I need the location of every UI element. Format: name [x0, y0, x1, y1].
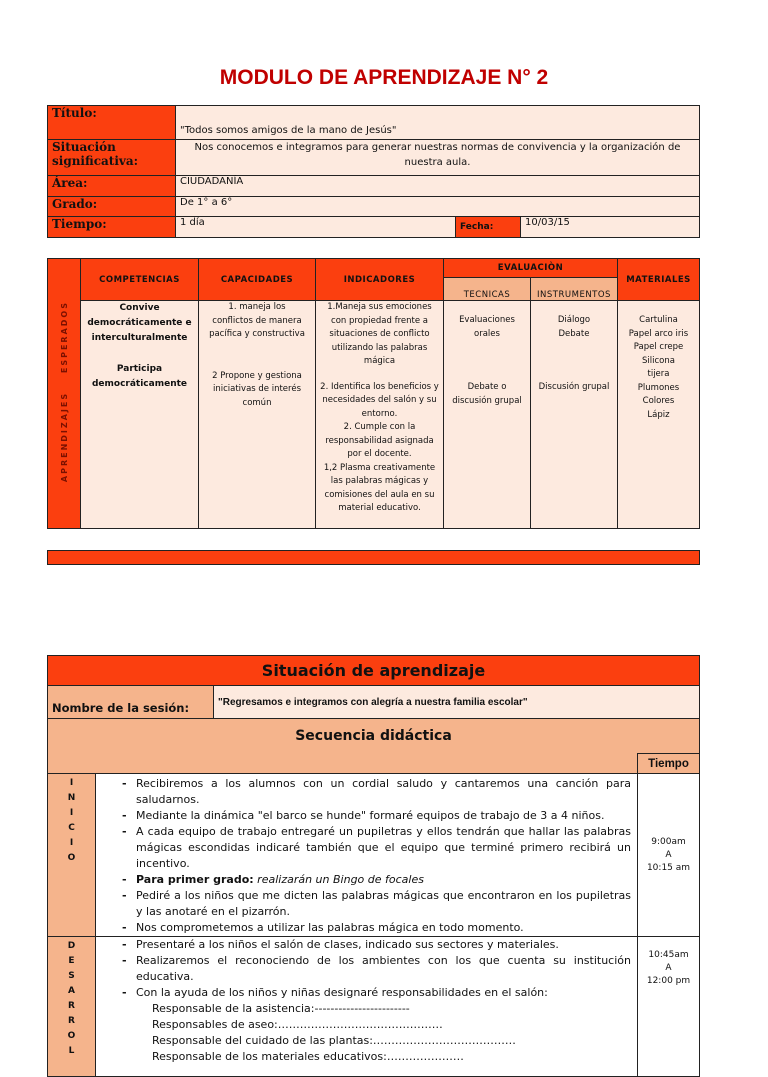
time-sep: A [665, 963, 672, 973]
competencia: Participa democráticamente [91, 364, 188, 389]
list-item: - A cada equipo de trabajo entregaré un pupiletras y ellos tendrán que hallar las palabras mágicas escondidas indicaré también que el equipo que terminé primero recibirá un incentivo. [136, 824, 631, 872]
indicador: 1.Maneja sus emociones con propiedad frente a situaciones de conflicto utilizando las palabras mágica [327, 302, 432, 366]
letter: S [68, 971, 75, 981]
inicio-row [48, 774, 700, 937]
aprendizajes-table [47, 258, 700, 529]
desarrollo-content [96, 937, 638, 1077]
time-end: 10:15 am [646, 862, 691, 873]
letter: R [68, 1001, 75, 1011]
list-item: - Mediante la dinámica "el barco se hunde" formaré equipos de trabajo de 3 a 4 niños. [136, 808, 631, 824]
inicio-content [96, 774, 638, 937]
letter: I [69, 778, 74, 788]
situacion-table [47, 655, 700, 1077]
header-competencias: COMPETENCIAS [81, 259, 199, 301]
row-situacion [48, 140, 700, 176]
capacidad: 2 Propone y gestiona iniciativas de interés común [212, 370, 302, 408]
capacidades-cell [199, 301, 316, 529]
letter: O [67, 853, 76, 863]
time-sep: A [665, 849, 672, 860]
sub-item: Responsable del cuidado de las plantas:………………………………… [152, 1034, 516, 1047]
instrumento: Debate [558, 328, 590, 339]
list-item: - Con la ayuda de los niños y niñas designaré responsabilidades en el salón: [136, 985, 631, 1001]
letter: L [68, 1046, 75, 1056]
material: Silicona [642, 355, 675, 366]
desarrollo-label [48, 937, 96, 1077]
side-label-cell [48, 259, 81, 529]
letter: R [68, 1016, 75, 1026]
header-instrumentos: INSTRUMENTOS [531, 278, 618, 301]
competencia: Convive democráticamente e interculturalmente [87, 303, 192, 343]
time-start: 10:45am [648, 950, 689, 960]
area-label: Área: [48, 176, 176, 197]
instrumento: Discusión grupal [538, 382, 610, 392]
fecha-value: 10/03/15 [521, 217, 700, 238]
header-materiales: MATERIALES [618, 259, 700, 301]
letter: A [68, 986, 75, 996]
list-item: - Realizaremos el reconociendo de los ambientes con los que cuenta su institución educativa. [136, 953, 631, 985]
material: Papel crepe [633, 342, 684, 352]
desarrollo-row [48, 937, 700, 1077]
divider-bar [47, 550, 700, 565]
letter: N [67, 793, 76, 803]
header-tecnicas: TECNICAS [444, 278, 531, 301]
list-item: - Recibiremos a los alumnos con un cordial saludo y cantaremos una canción para saludarnos. [136, 776, 631, 808]
competencias-cell [81, 301, 199, 529]
time-start: 9:00am [651, 836, 686, 847]
indicador: 2. Identifica los beneficios y necesidades del salón y su entorno. [320, 381, 439, 419]
indicador: 2. Cumple con la responsabilidad asignada por el docente. [325, 422, 434, 459]
sub-item: Responsable de la asistencia:------------------------ [152, 1002, 410, 1015]
document-title: MODULO DE APRENDIZAJE N° 2 [219, 66, 549, 89]
capacidad: 1. maneja los conflictos de manera pacífica y constructiva [209, 302, 305, 339]
material: Cartulina [639, 315, 678, 325]
instrumento: Diálogo [557, 315, 591, 325]
indicadores-cell [316, 301, 444, 529]
tecnica: Debate o discusión grupal [452, 382, 522, 406]
row-grado [48, 197, 700, 217]
material: Colores [642, 396, 675, 406]
letter: C [68, 823, 75, 833]
header-evaluacion: EVALUACIÒN [444, 259, 618, 278]
bold-label: Para primer grado: [136, 873, 254, 886]
grado-value: De 1° a 6° [176, 197, 700, 217]
letter: D [67, 941, 76, 951]
secuencia-title: Secuencia didáctica [48, 719, 700, 754]
time-end: 12:00 pm [646, 976, 691, 986]
italic-text: realizarán un Bingo de focales [257, 873, 424, 886]
material: Plumones [637, 382, 680, 393]
tiempo-label: Tiempo: [48, 217, 176, 238]
fecha-label: Fecha: [456, 217, 521, 238]
aprendizajes-esperados-label: APRENDIZAJES ESPERADOS [59, 301, 69, 483]
situacion-label: Situación significativa: [48, 140, 176, 176]
letter: E [68, 956, 75, 966]
indicador: 1,2 Plasma creativamente las palabras mágicas y comisiones del aula en su material educativo. [323, 462, 436, 513]
inicio-label [48, 774, 96, 937]
tiempo-header: Tiempo [638, 754, 700, 774]
inicio-time [638, 774, 700, 937]
desarrollo-time [638, 937, 700, 1077]
titulo-label: Título: [48, 106, 176, 140]
materiales-cell [618, 301, 700, 529]
list-item: - Presentaré a los niños el salón de clases, indicado sus sectores y materiales. [136, 937, 631, 953]
letter: O [67, 1031, 76, 1041]
situacion-value: Nos conocemos e integramos para generar nuestras normas de convivencia y la organización de nuestra aula. [176, 140, 700, 176]
grado-label: Grado: [48, 197, 176, 217]
row-tiempo [48, 217, 700, 238]
sub-item: Responsable de los materiales educativos:………………… [152, 1050, 464, 1063]
tecnica: Evaluaciones orales [459, 315, 515, 339]
instrumentos-cell [531, 301, 618, 529]
material: Papel arco iris [628, 328, 689, 339]
row-titulo [48, 106, 700, 140]
list-item: - Nos comprometemos a utilizar las palabras mágica en todo momento. [136, 920, 631, 936]
header-indicadores: INDICADORES [316, 259, 444, 301]
titulo-value: "Todos somos amigos de la mano de Jesús" [176, 106, 700, 140]
tiempo-value: 1 día [176, 217, 456, 238]
list-item [136, 872, 631, 888]
nombre-sesion-label: Nombre de la sesión: [48, 686, 214, 719]
row-area [48, 176, 700, 197]
sub-item: Responsables de aseo:……………………………………… [152, 1018, 443, 1031]
nombre-sesion-value: "Regresamos e integramos con alegría a nuestra familia escolar" [214, 686, 700, 719]
letter: I [69, 808, 74, 818]
header-capacidades: CAPACIDADES [199, 259, 316, 301]
list-item: - Pediré a los niños que me dicten las palabras mágicas que encontraron en los pupiletras y las anotaré en el pizarrón. [136, 888, 631, 920]
letter: I [69, 838, 74, 848]
material: tijera [647, 369, 670, 379]
info-table [47, 105, 700, 238]
tecnicas-cell [444, 301, 531, 529]
area-value: CIUDADANÍA [176, 176, 700, 197]
situacion-title: Situación de aprendizaje [48, 656, 700, 686]
material: Lápiz [647, 409, 670, 420]
